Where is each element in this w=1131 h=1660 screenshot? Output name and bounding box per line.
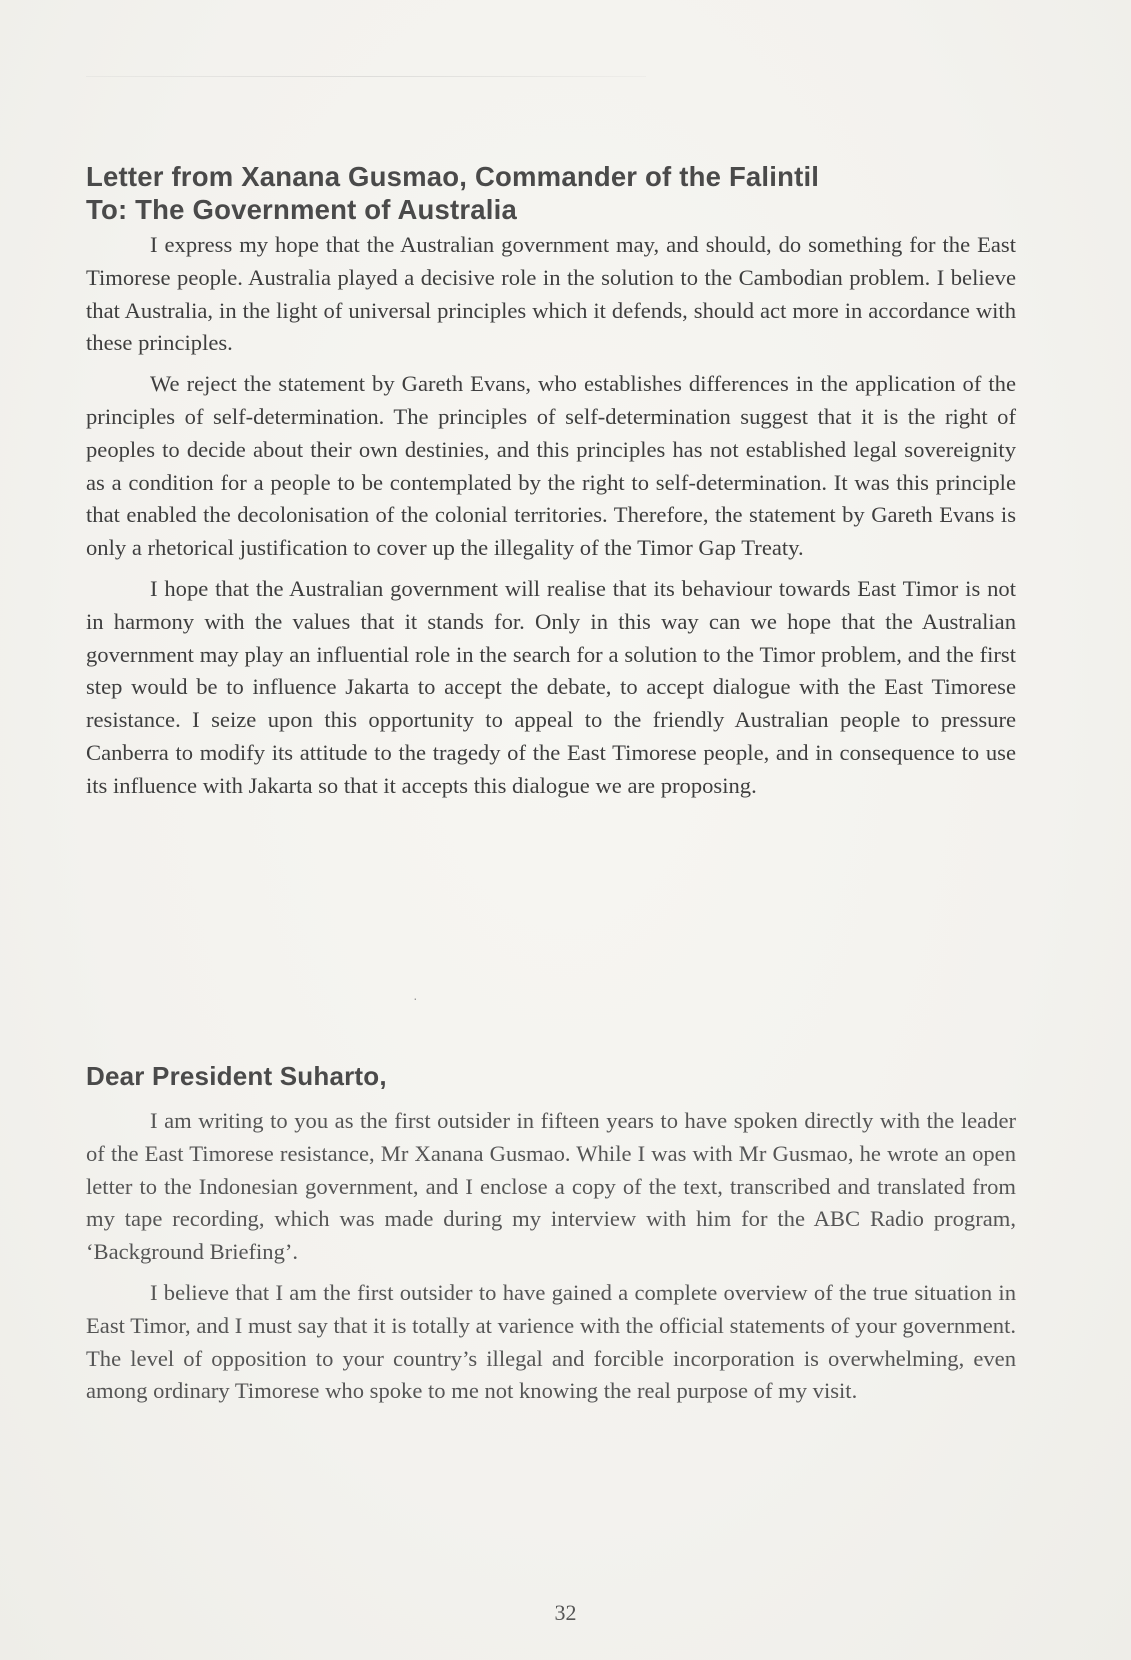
letter-heading-line2: To: The Government of Australia [86,194,517,225]
salutation-body [86,1105,1016,1408]
paragraph: I am writing to you as the first outsider in fifteen years to have spoken directly with the leader of the East Timorese resistance, Mr Xanana Gusmao. While I was with Mr Gusmao, he wrote an open letter to the Indonesian government, and I enclose a copy of the text, transcribed and translated from my tape recording, which was made during my interview with him for the ABC Radio program, ‘Background Briefing’. [86,1108,1016,1265]
paragraph: I believe that I am the first outsider to have gained a complete overview of the true situation in East Timor, and I must say that it is totally at varience with the official statements of your government. The level of opposition to your country’s illegal and forcible incorporation is overwhelming, even among ordinary Timorese who spoke to me not knowing the real purpose of my visit. [86,1279,1016,1404]
letter-to-australia [86,160,1016,803]
letter-to-suharto [86,1060,1016,1408]
stray-mark: · [413,990,418,1006]
paragraph: I express my hope that the Australian government may, and should, do something for the East Timorese people. Australia played a decisive role in the solution to the Cambodian problem. I believe that Australia, in the light of universal principles which it defends, should act more in accordance with these principles. [86,232,1016,356]
page-number: 32 [554,1600,577,1625]
salutation-heading: Dear President Suharto, [86,1061,387,1091]
paragraph: I hope that the Australian government will realise that its behaviour towards East Timor is not in harmony with the values that it stands for. Only in this way can we hope that the Australian government may play an influential role in the search for a solution to the Timor problem, and the first step would be to influence Jakarta to accept the debate, to accept dialogue with the East Timorese resistance. I seize upon this opportunity to appeal to the friendly Australian people to pressure Canberra to modify its attitude to the tragedy of the East Timorese people, and in consequence to use its influence with Jakarta so that it accepts this dialogue we are proposing. [86,575,1016,798]
letter-heading-line1: Letter from Xanana Gusmao, Commander of the Falintil [86,161,820,192]
faint-scan-line [86,76,646,77]
letter-body [86,229,1016,803]
paragraph: We reject the statement by Gareth Evans, who establishes differences in the application of the principles of self-determination. The principles of self-determination suggest that it is the right of peoples to decide about their own destinies, and this principles has not established legal sovereignity as a condition for a people to be contemplated by the right to self-determination. It was this principle that enabled the decolonisation of the colonial territories. Therefore, the statement by Gareth Evans is only a rhetorical justification to cover up the illegality of the Timor Gap Treaty. [86,371,1016,561]
